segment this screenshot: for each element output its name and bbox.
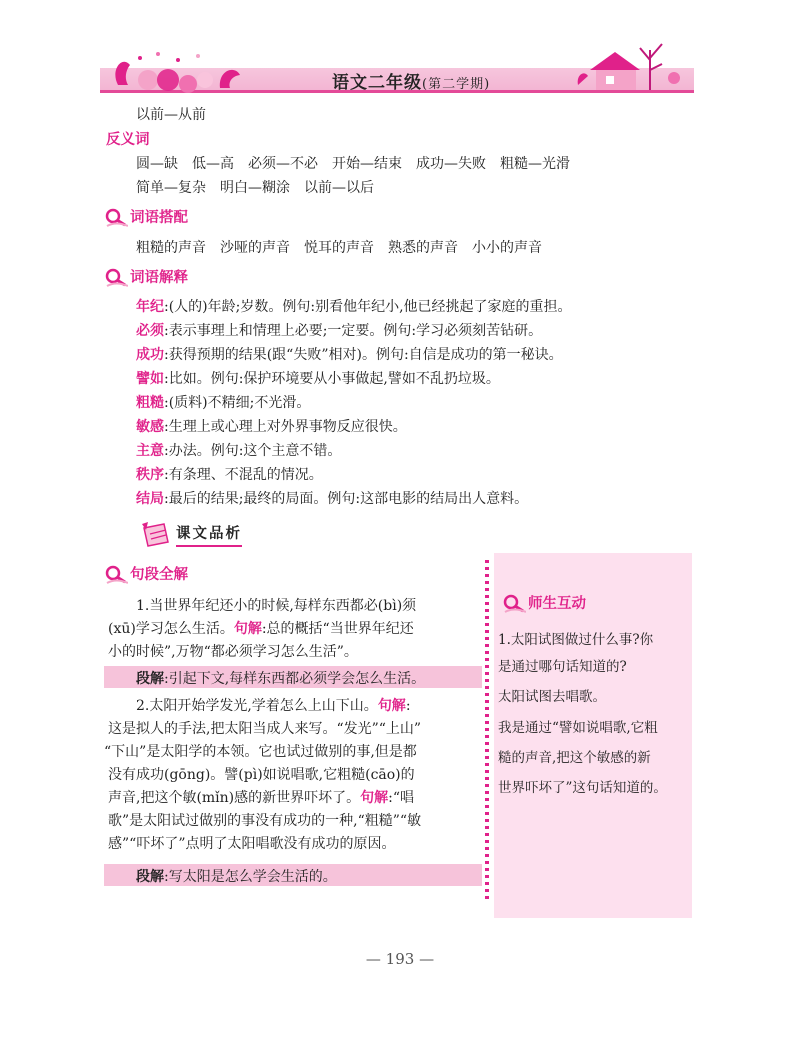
text-run: :写太阳是怎么学会生活的。 xyxy=(164,869,337,885)
text-run: : xyxy=(405,698,411,714)
analysis-heading xyxy=(140,520,242,548)
explanation-item xyxy=(136,440,341,460)
term-definition: :有条理、不混乱的情况。 xyxy=(164,467,323,483)
explanation-item xyxy=(136,320,542,340)
term-label: 必须 xyxy=(136,323,164,339)
paragraph-2-line-7: 感”“吓坏了”点明了太阳唱歌没有成功的原因。 xyxy=(108,836,396,852)
heart-dotted-divider xyxy=(485,560,489,900)
house-tree-decoration-icon xyxy=(570,30,694,94)
term-label: 成功 xyxy=(136,347,164,363)
flower-decoration-icon xyxy=(100,40,250,100)
sentence-note-label: 句解 xyxy=(233,621,262,637)
answer-line-4: 世界吓坏了”这句话知道的。 xyxy=(498,780,667,796)
analysis-title: 课文品析 xyxy=(176,522,242,547)
explanation-item xyxy=(136,416,407,436)
term-definition: :办法。例句:这个主意不错。 xyxy=(164,443,342,459)
antonym-label: 反义词 xyxy=(106,132,150,148)
paragraph-1-line-1: 1.当世界年纪还小的时候,每样东西都必(bì)须 xyxy=(136,598,417,614)
magnifier-icon xyxy=(104,564,128,584)
explanation-item xyxy=(136,464,323,484)
term-label: 秩序 xyxy=(136,467,164,483)
magnifier-icon xyxy=(104,267,128,287)
term-definition: :获得预期的结果(跟“失败”相对)。例句:自信是成功的第一秘诀。 xyxy=(164,347,563,363)
explanation-item xyxy=(136,488,528,508)
sentences-title: 句段全解 xyxy=(130,567,188,583)
sentence-note-label: 句解 xyxy=(377,698,406,714)
collocation-title: 词语搭配 xyxy=(130,210,188,226)
term-label: 譬如 xyxy=(136,371,164,387)
text-run: :总的概括“当世界年纪还 xyxy=(261,621,414,637)
interaction-heading xyxy=(502,592,586,613)
term-label: 年纪 xyxy=(136,299,164,315)
explanation-item xyxy=(136,368,500,388)
text-run: (xū)学习怎么生活。 xyxy=(108,621,234,637)
paragraph-2-line-5 xyxy=(108,787,414,807)
term-definition: :(人的)年龄;岁数。例句:别看他年纪小,他已经挑起了家庭的重担。 xyxy=(164,299,572,315)
book-title-main: 语文二年级 xyxy=(332,73,422,93)
term-label: 粗糙 xyxy=(136,395,164,411)
page-number: — 193 — xyxy=(365,950,435,968)
text-run: 2.太阳开始学发光,学着怎么上山下山。 xyxy=(136,698,378,714)
paragraph-2-line-4: 没有成功(gōng)。譬(pì)如说唱歌,它粗糙(cāo)的 xyxy=(108,767,415,783)
paragraph-2-line-2: 这是拟人的手法,把太阳当成人来写。“发光”“上山” xyxy=(108,721,422,737)
book-title xyxy=(332,68,490,93)
pencil-note-icon xyxy=(140,520,176,548)
page-header xyxy=(100,30,694,100)
paragraph-2-line-1 xyxy=(136,695,411,715)
paragraph-1-summary xyxy=(136,668,425,688)
explanation-item xyxy=(136,392,310,412)
intro-line: 以前—从前 xyxy=(136,107,206,123)
answer-line-3: 糙的声音,把这个敏感的新 xyxy=(498,750,651,766)
interaction-title: 师生互动 xyxy=(528,596,586,612)
text-run: :“唱 xyxy=(388,790,415,806)
paragraph-1-line-2 xyxy=(108,618,414,638)
answer-line-2: 我是通过“譬如说唱歌,它粗 xyxy=(498,720,658,736)
explanation-item xyxy=(136,344,563,364)
term-definition: :表示事理上和情理上必要;一定要。例句:学习必须刻苦钻研。 xyxy=(164,323,543,339)
question-line-2: 是通过哪句话知道的? xyxy=(498,659,627,675)
answer-line-1: 太阳试图去唱歌。 xyxy=(498,689,606,705)
segment-note-label: 段解 xyxy=(136,671,164,687)
term-label: 结局 xyxy=(136,491,164,507)
sentence-note-label: 句解 xyxy=(360,790,389,806)
term-definition: :最后的结果;最终的局面。例句:这部电影的结局出人意料。 xyxy=(164,491,529,507)
collocation-heading xyxy=(104,206,188,227)
question-line-1: 1.太阳试图做过什么事?你 xyxy=(498,632,654,648)
paragraph-1-line-3: 小的时候”,万物“都必须学习怎么生活”。 xyxy=(108,644,358,660)
explanation-title: 词语解释 xyxy=(130,270,188,286)
term-label: 敏感 xyxy=(136,419,164,435)
antonym-line-2: 简单—复杂 明白—糊涂 以前—以后 xyxy=(136,180,374,196)
paragraph-2-summary xyxy=(136,866,337,886)
text-run: :引起下文,每样东西都必须学会怎么生活。 xyxy=(164,671,426,687)
term-label: 主意 xyxy=(136,443,164,459)
sentences-heading xyxy=(104,563,188,584)
antonym-line-1: 圆—缺 低—高 必须—不必 开始—结束 成功—失败 粗糙—光滑 xyxy=(136,156,570,172)
explanation-item xyxy=(136,296,572,316)
term-definition: :(质料)不精细;不光滑。 xyxy=(164,395,311,411)
term-definition: :生理上或心理上对外界事物反应很快。 xyxy=(164,419,407,435)
magnifier-icon xyxy=(502,593,526,613)
paragraph-2-line-3: “下山”是太阳学的本领。它也试过做别的事,但是都 xyxy=(104,744,417,760)
explanation-heading xyxy=(104,266,188,287)
magnifier-icon xyxy=(104,207,128,227)
segment-note-label: 段解 xyxy=(136,869,164,885)
collocation-line: 粗糙的声音 沙哑的声音 悦耳的声音 熟悉的声音 小小的声音 xyxy=(136,240,542,256)
book-title-sub: (第二学期) xyxy=(422,77,491,92)
text-run: 声音,把这个敏(mǐn)感的新世界吓坏了。 xyxy=(108,790,361,806)
term-definition: :比如。例句:保护环境要从小事做起,譬如不乱扔垃圾。 xyxy=(164,371,500,387)
paragraph-2-line-6: 歌”是太阳试过做别的事没有成功的一种,“粗糙”“敏 xyxy=(108,813,422,829)
